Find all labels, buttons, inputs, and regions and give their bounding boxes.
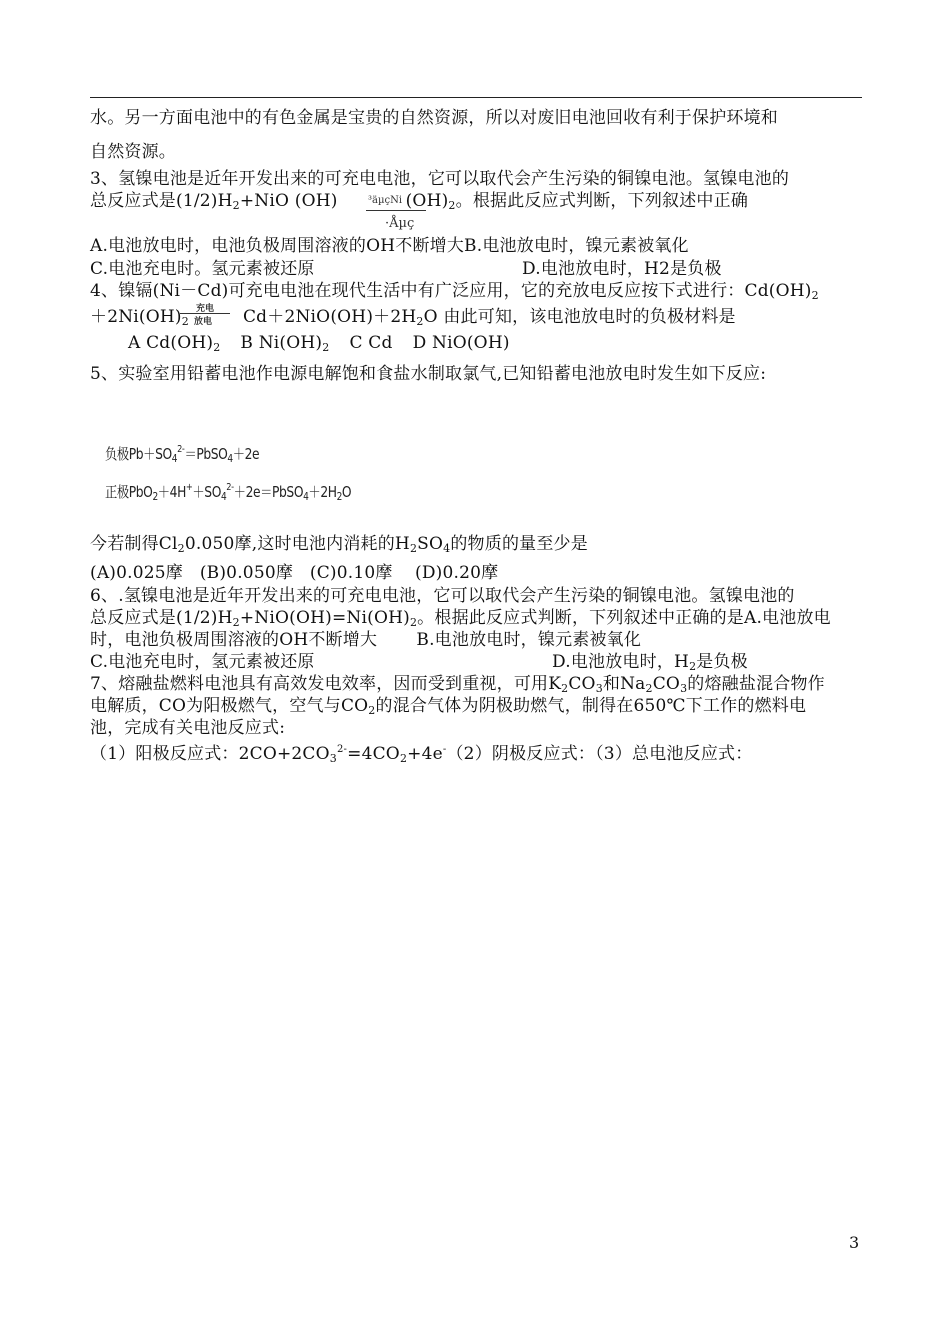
header-rule — [90, 97, 862, 98]
q5-equation-negative: 负极$Pb+SO_4^{2-}=PbSO_4+2e$ — [105, 444, 260, 465]
q7-line3: 池，完成有关电池反应式: — [90, 718, 286, 738]
q3-option-row1: A.电池放电时，电池负极周围溶液的OH不断增大B.电池放电时，镍元素被氧化 — [90, 236, 689, 256]
q6-line1: 6、.氢镍电池是近年开发出来的可充电电池，它可以取代会产生污染的铜镍电池。氢镍电池的 — [90, 586, 795, 606]
q3-arrow-top-label: ³äµçNi — [368, 195, 403, 206]
q4-line1: 4、镍镉(Ni－Cd)可充电电池在现代生活中有广泛应用，它的充放电反应按下式进行：$Cd(OH)_2$ — [90, 281, 819, 302]
q3-reaction-arrow — [366, 210, 426, 211]
q4-options: A $Cd(OH)_2$ B $Ni(OH)_2$ C Cd D NiO(OH) — [128, 333, 510, 354]
q3-option-row2: C.电池充电时。氢元素被还原 D.电池放电时，H2是负极 — [90, 259, 722, 279]
q5-line2: 今若制得$Cl_20.050$摩,这时电池内消耗的$H_2SO_4$的物质的量至少是 — [90, 534, 588, 555]
q3-line1: 3、氢镍电池是近年开发出来的可充电电池，它可以取代会产生污染的铜镍电池。氢镍电池的 — [90, 169, 790, 189]
q3-line2: 总反应式是$(1/2)H_2+NiO$ (OH) $(OH)_2$。根据此反应式判断，下列叙述中正确 — [90, 191, 749, 212]
q4-arrow-bottom-label: 放电 — [194, 317, 213, 327]
q6-line3: 时，电池负极周围溶液的OH不断增大 B.电池放电时，镍元素被氧化 — [90, 630, 642, 650]
q7-line1: 7、熔融盐燃料电池具有高效发电效率，因而受到重视，可用$K_2CO_3$和$Na_2CO_3$的熔融盐混合物作 — [90, 674, 825, 695]
q4-line2: $+2Ni(OH)_2$ $Cd+2NiO(OH)+2H_2O$ 由此可知，该电池放电时的负极材料是 — [90, 307, 736, 328]
q6-option-row: C.电池充电时，氢元素被还原 D.电池放电时，$H_2$是负极 — [90, 652, 748, 673]
q6-line2: 总反应式是$(1/2)H_2+NiO(OH)=Ni(OH)_2$。根据此反应式判断，下列叙述中正确的是A.电池放电 — [90, 608, 831, 629]
text-line: 水。另一方面电池中的有色金属是宝贵的自然资源，所以对废旧电池回收有利于保护环境和 — [90, 108, 778, 128]
q7-line4: （1）阳极反应式：$2CO+2CO_3^{2-}=4CO_2+4e^-(2)$阴极反应式：（3）总电池反应式： — [90, 744, 753, 765]
page-number: 3 — [849, 1233, 860, 1252]
q3-arrow-bottom-label: ·Åµç — [385, 216, 415, 231]
q5-options: (A)0.025摩 (B)0.050摩 (C)0.10摩 (D)0.20摩 — [90, 563, 499, 583]
q7-line2: 电解质，CO为阳极燃气，空气与$CO_2$的混合气体为阴极助燃气，制得在650℃下工作的燃料电 — [90, 696, 807, 717]
text-line: 自然资源。 — [90, 142, 176, 162]
q4-arrow-top-label: 充电 — [196, 304, 215, 314]
q5-equation-positive: 正极$PbO_2+4H^++SO_4^{2-}+2e=PbSO_4+2H_2O$ — [105, 482, 352, 503]
q5-line1: 5、实验室用铅蓄电池作电源电解饱和食盐水制取氯气,已知铅蓄电池放电时发生如下反应: — [90, 364, 767, 384]
